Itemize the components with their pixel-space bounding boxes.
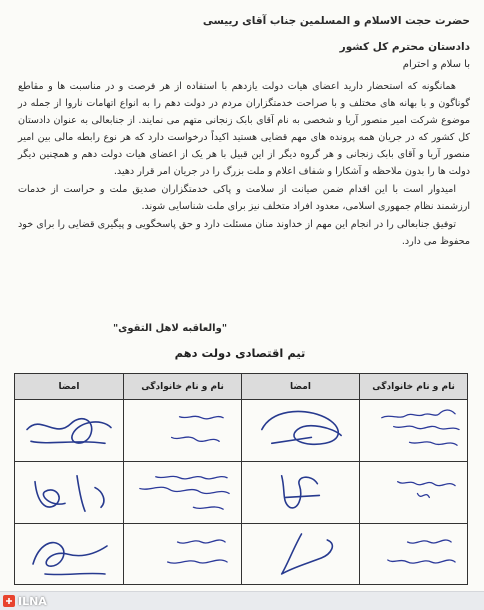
salutation: با سلام و احترام [402,59,470,70]
ilna-logo-icon [3,595,15,607]
addressee-title: دادستان محترم کل کشور [339,41,470,53]
handwritten-name [359,462,467,524]
header-signature-2: امضا [15,374,123,400]
handwritten-name [123,400,241,462]
paragraph-1: همانگونه که استحضار دارید اعضای هیات دولت یازدهم با استفاده از هر فرصت و در مناسبت ها و مقاطع گوناگون و با بهانه های مختلف و با صراحت خدمتگزاران مردم در دولت دهم را به انواع اتهامات ناروا از جمله در موضوع شرکت امیر منصور آریا و شخصی به نام آقای بابک زنجانی متهم می نمایند. از جنابعالی به عنوان دادستان کل کشور که در جریان همه پرونده های مهم قضایی هستید اکیداً درخواست دارد که هر نوع رابطه مالی بین امیر منصور آریا و آقای بابک زنجانی و هر گروه دیگر از این قبیل با هر یک از اعضای هیات دولت دهم و همچنین دیگر دولت ها را بدون ملاحظه و آشکارا و شفاف اعلام و ملت بزرگ را در جریان امر قرار دهید. [18,81,470,177]
watermark-text: ILNA [18,594,47,608]
handwritten-signature [241,400,359,462]
signature-table [14,373,468,585]
closing-phrase: "والعاقبه لاهل التقوی" [112,323,228,334]
ilna-watermark [3,594,47,608]
handwritten-signature [15,462,123,524]
footer-bar [0,591,484,610]
handwritten-name [359,400,467,462]
header-name-1: نام و نام خانوادگی [359,374,467,400]
handwritten-name [123,462,241,524]
handwritten-signature [15,524,123,584]
handwritten-signature [241,462,359,524]
handwritten-signature [15,400,123,462]
letter-body [18,14,470,251]
handwritten-name [359,524,467,584]
paragraph-3: توفیق جنابعالی را در انجام این مهم از خداوند منان مسئلت دارد و حق پاسخگویی و پیگیری قضایی را برای خود محفوظ می دارد. [18,219,470,247]
header-signature-1: امضا [241,374,359,400]
signature-table-title: تیم اقتصادی دولت دهم [174,346,306,360]
handwritten-signature [241,524,359,584]
handwritten-name [123,524,241,584]
paragraph-2: امیدوار است با این اقدام ضمن صیانت از سلامت و پاکی خدمتگزاران صدیق ملت و حراست از خدمات ارزشمند نظام جمهوری اسلامی، معدود افراد متخلف نیز برای ملت شناسایی شوند. [18,184,470,212]
header-name-2: نام و نام خانوادگی [123,374,241,400]
addressee-line: حضرت حجت الاسلام و المسلمین جناب آقای رییسی [202,15,470,27]
